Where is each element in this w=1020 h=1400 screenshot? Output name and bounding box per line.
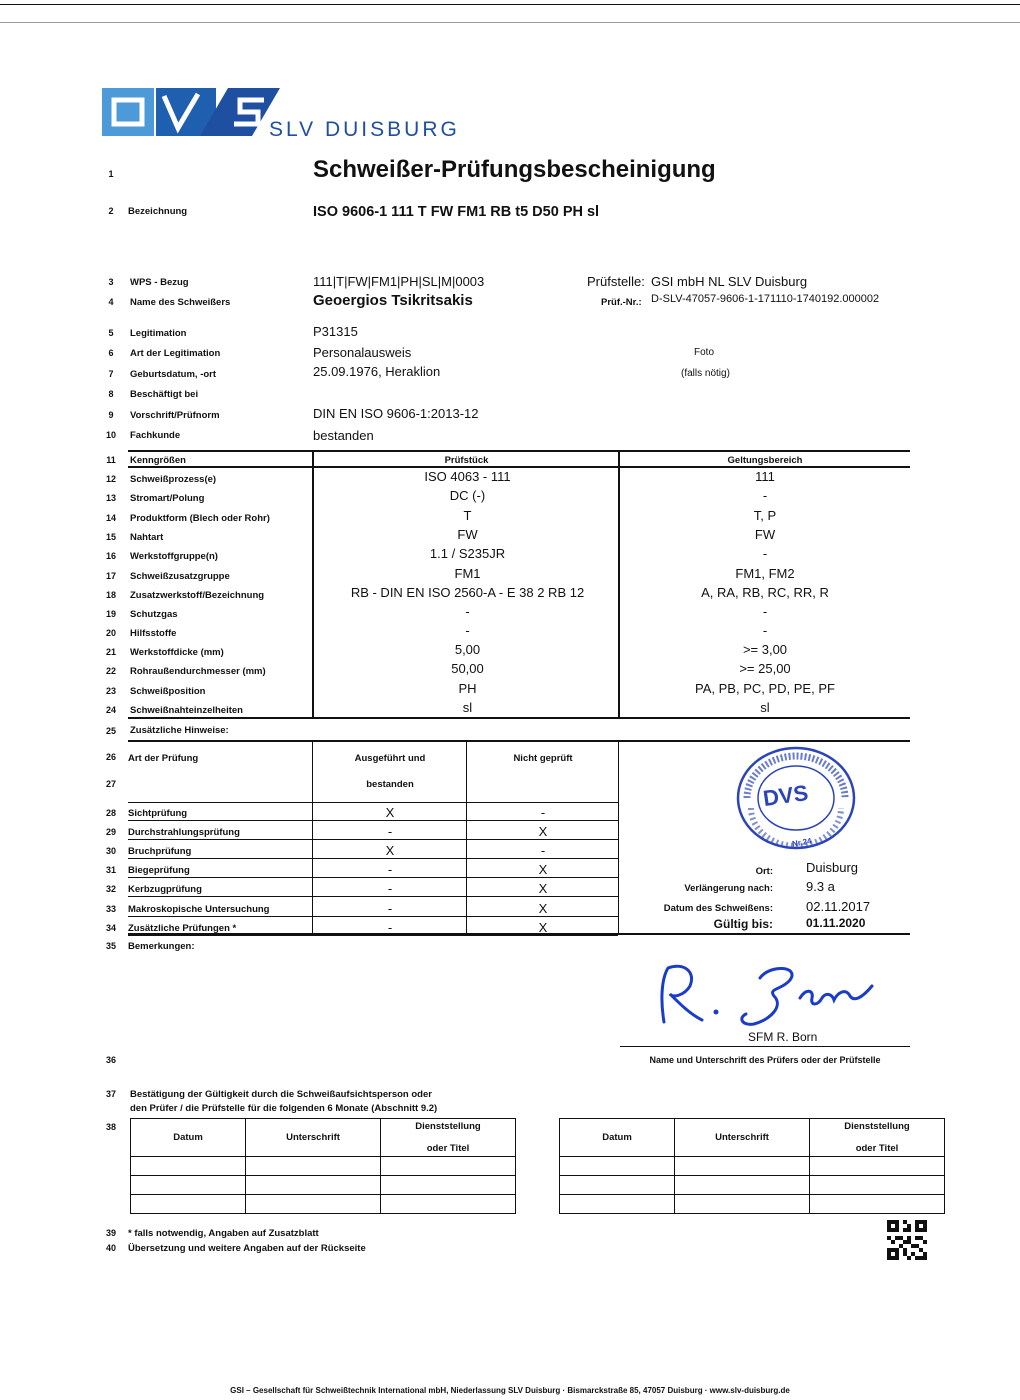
test-ausgefuehrt-value: - <box>387 920 393 935</box>
param-label: Produktform (Blech oder Rohr) <box>130 513 270 524</box>
row-num-4: 4 <box>108 297 114 307</box>
test-nicht-geprueft-value: X <box>538 901 548 916</box>
sig-cell[interactable] <box>131 1195 246 1214</box>
row-num-11: 11 <box>106 455 116 465</box>
row-num-23: 23 <box>105 686 116 696</box>
sig-cell[interactable] <box>381 1157 516 1176</box>
stamp-center: DVS <box>761 779 810 812</box>
test-nicht-geprueft-value: - <box>540 843 546 858</box>
page-footer: GSI – Gesellschaft für Schweißtechnik International mbH, Niederlassung SLV Duisburg · Bismarckstraße 85, 47057 Duisburg · www.slv-duisburg.de <box>230 1386 790 1395</box>
row-num-39: 39 <box>105 1228 116 1238</box>
test-row-line <box>128 877 618 878</box>
param-label: Zusatzwerkstoff/Bezeichnung <box>130 590 265 601</box>
test-row-line <box>128 916 618 917</box>
row-num-31: 31 <box>105 865 116 875</box>
param-geltungsbereich-value: PA, PB, PC, PD, PE, PF <box>695 681 835 696</box>
col-unterschrift: Unterschrift <box>246 1119 381 1157</box>
footnote-40: Übersetzung und weitere Angaben auf der Rückseite <box>128 1243 366 1254</box>
row-num-38: 38 <box>105 1122 116 1132</box>
param-geltungsbereich-value: sl <box>760 700 770 715</box>
row-num-13: 13 <box>105 493 116 503</box>
col-dienststellung <box>381 1119 516 1157</box>
param-pruefstueck-value: T <box>463 508 472 523</box>
param-pruefstueck-value: FW <box>457 527 478 542</box>
bezeichnung-value: ISO 9606-1 111 T FW FM1 RB t5 D50 PH sl <box>313 204 600 220</box>
bemerkungen-label: Bemerkungen: <box>128 941 195 952</box>
sig-cell[interactable] <box>810 1176 945 1195</box>
test-row-line <box>128 935 618 936</box>
row-num-27: 27 <box>105 779 116 789</box>
row-num-20: 20 <box>105 628 116 638</box>
gueltig-label: Gültig bis: <box>713 917 773 931</box>
sig-cell[interactable] <box>810 1195 945 1214</box>
row-num-3: 3 <box>108 277 114 287</box>
art-der-pruefung-label: Art der Prüfung <box>128 753 199 764</box>
param-pruefstueck-value: - <box>465 623 470 638</box>
test-ausgefuehrt-value: - <box>387 862 393 877</box>
col-datum: Datum <box>131 1119 246 1157</box>
param-pruefstueck-value: PH <box>458 681 477 696</box>
sig-cell[interactable] <box>131 1176 246 1195</box>
signature-caption: Name und Unterschrift des Prüfers oder der Prüfstelle <box>649 1055 881 1065</box>
test-row-line <box>128 896 618 897</box>
nicht-geprueft-header: Nicht geprüft <box>513 753 573 764</box>
qr-code <box>887 1220 927 1260</box>
geburt-label: Geburtsdatum, -ort <box>130 369 217 380</box>
row-num-32: 32 <box>105 884 116 894</box>
fachkunde-label: Fachkunde <box>130 430 181 441</box>
row-num-28: 28 <box>105 808 116 818</box>
ort-value: Duisburg <box>806 860 859 875</box>
param-label: Nahtart <box>130 532 164 543</box>
test-nicht-geprueft-value: X <box>538 862 548 877</box>
row-num-8: 8 <box>108 389 114 399</box>
signature-name: SFM R. Born <box>748 1030 818 1044</box>
param-pruefstueck-value: - <box>465 604 470 619</box>
row-num-24: 24 <box>105 705 116 715</box>
param-pruefstueck-value: 1.1 / S235JR <box>429 546 506 561</box>
param-pruefstueck-value: 5,00 <box>454 642 481 657</box>
param-geltungsbereich-value: T, P <box>753 508 777 523</box>
foto-label: Foto <box>694 347 715 358</box>
param-geltungsbereich-value: FW <box>754 527 776 542</box>
row-num-29: 29 <box>105 827 116 837</box>
row-num-33: 33 <box>105 904 116 914</box>
dienst-a: Dienststellung <box>415 1121 481 1132</box>
ort-label: Ort: <box>755 866 773 877</box>
row-num-17: 17 <box>105 571 116 581</box>
test-ausgefuehrt-value: X <box>385 843 395 858</box>
fachkunde-value: bestanden <box>313 428 374 443</box>
param-label: Rohraußendurchmesser (mm) <box>130 666 266 677</box>
test-label: Sichtprüfung <box>128 808 188 819</box>
param-geltungsbereich-value: - <box>762 623 768 638</box>
param-geltungsbereich-value: A, RA, RB, RC, RR, R <box>701 585 829 600</box>
verlaengerung-value: 9.3 a <box>806 879 835 894</box>
pruef-nr-label: Prüf.-Nr.: <box>601 297 642 308</box>
sig-cell[interactable] <box>131 1157 246 1176</box>
test-row-line <box>128 839 618 840</box>
row-num-21: 21 <box>105 647 116 657</box>
confirmation-text-1: Bestätigung der Gültigkeit durch die Schweißaufsichtsperson oder <box>130 1089 432 1100</box>
test-nicht-geprueft-value: - <box>540 805 546 820</box>
datum-schweissen-label: Datum des Schweißens: <box>663 903 773 914</box>
ausgefuehrt-header-b: bestanden <box>366 779 414 790</box>
test-nicht-geprueft-value: X <box>538 881 548 896</box>
param-geltungsbereich-value: 111 <box>755 469 775 484</box>
param-pruefstueck-value: 50,00 <box>451 661 484 676</box>
sig-cell[interactable] <box>560 1195 675 1214</box>
legitimation-label: Legitimation <box>130 328 187 339</box>
param-label: Schweißprozess(e) <box>130 474 217 485</box>
row-num-25: 25 <box>105 726 116 736</box>
row-num-15: 15 <box>105 532 116 542</box>
kenngroessen-label: Kenngrößen <box>130 455 186 466</box>
legitimation-value: P31315 <box>313 324 358 339</box>
sig-cell[interactable] <box>560 1176 675 1195</box>
param-label: Werkstoffgruppe(n) <box>130 551 218 562</box>
row-num-9: 9 <box>108 410 114 420</box>
param-geltungsbereich-value: FM1, FM2 <box>735 566 795 581</box>
col-datum-right: Datum <box>560 1119 675 1157</box>
test-row-line <box>128 820 618 821</box>
row-num-10: 10 <box>105 430 116 440</box>
param-pruefstueck-value: ISO 4063 - 111 <box>424 469 511 484</box>
confirmation-table-right <box>559 1118 945 1214</box>
org-name: SLV DUISBURG <box>269 118 460 141</box>
sig-cell[interactable] <box>246 1176 381 1195</box>
datum-schweissen-value: 02.11.2017 <box>806 899 871 914</box>
sig-cell[interactable] <box>675 1157 810 1176</box>
test-ausgefuehrt-value: X <box>385 805 395 820</box>
foto-note: (falls nötig) <box>681 368 730 379</box>
sig-cell[interactable] <box>810 1157 945 1176</box>
sig-cell[interactable] <box>560 1157 675 1176</box>
test-nicht-geprueft-value: X <box>538 824 548 839</box>
wps-label: WPS - Bezug <box>130 277 189 288</box>
param-geltungsbereich-value: - <box>762 488 768 503</box>
param-geltungsbereich-value: - <box>762 546 768 561</box>
zusatz-hinweise-label: Zusätzliche Hinweise: <box>130 725 229 736</box>
test-nicht-geprueft-value: X <box>538 920 548 935</box>
row-num-34: 34 <box>105 923 116 933</box>
row-num-19: 19 <box>105 609 116 619</box>
pruef-nr-value: D-SLV-47057-9606-1-171110-1740192.000002 <box>651 293 880 305</box>
param-label: Schweißnahteinzelheiten <box>130 705 243 716</box>
handwritten-signature <box>650 958 880 1038</box>
param-label: Schweißposition <box>130 686 206 697</box>
test-label: Makroskopische Untersuchung <box>128 904 270 915</box>
param-label: Hilfsstoffe <box>130 628 177 639</box>
wps-value: 111|T|FW|FM1|PH|SL|M|0003 <box>313 274 485 289</box>
test-ausgefuehrt-value: - <box>387 901 393 916</box>
dienst-b-right: oder Titel <box>855 1143 899 1154</box>
geburt-value: 25.09.1976, Heraklion <box>313 364 441 379</box>
test-ausgefuehrt-value: - <box>387 881 393 896</box>
confirmation-text-2: den Prüfer / die Prüfstelle für die folgenden 6 Monate (Abschnitt 9.2) <box>130 1103 438 1114</box>
row-num-2: 2 <box>108 206 114 216</box>
ausgefuehrt-header-a: Ausgeführt und <box>354 753 426 764</box>
test-label: Bruchprüfung <box>128 846 192 857</box>
dienst-a-right: Dienststellung <box>844 1121 910 1132</box>
scan-edge-line <box>0 4 1020 5</box>
row-num-35: 35 <box>105 941 116 951</box>
param-pruefstueck-value: RB - DIN EN ISO 2560-A - E 38 2 RB 12 <box>350 585 585 600</box>
test-label: Durchstrahlungsprüfung <box>128 827 240 838</box>
sig-cell[interactable] <box>381 1195 516 1214</box>
vorschrift-value: DIN EN ISO 9606-1:2013-12 <box>313 406 479 421</box>
pruefstelle-label: Prüfstelle: <box>587 274 645 289</box>
verlaengerung-label: Verlängerung nach: <box>684 883 773 894</box>
name-label: Name des Schweißers <box>130 297 231 308</box>
test-label: Zusätzliche Prüfungen * <box>128 923 237 934</box>
sig-cell[interactable] <box>246 1195 381 1214</box>
row-num-18: 18 <box>105 590 116 600</box>
row-num-36: 36 <box>105 1055 116 1065</box>
geltungsbereich-header: Geltungsbereich <box>727 455 803 466</box>
signature-line <box>620 1046 910 1047</box>
row-num-22: 22 <box>105 666 116 676</box>
confirmation-table-left <box>130 1118 516 1214</box>
sig-cell[interactable] <box>381 1176 516 1195</box>
param-label: Schweißzusatzgruppe <box>130 571 230 582</box>
row-num-6: 6 <box>108 348 114 358</box>
param-geltungsbereich-value: >= 3,00 <box>742 642 788 657</box>
param-geltungsbereich-value: - <box>762 604 768 619</box>
row-num-1: 1 <box>108 169 114 179</box>
row-num-26: 26 <box>105 752 116 762</box>
col-unterschrift-right: Unterschrift <box>675 1119 810 1157</box>
dienst-b: oder Titel <box>426 1143 470 1154</box>
name-value: Geoergios Tsikritsakis <box>313 292 473 309</box>
beschaeftigt-label: Beschäftigt bei <box>130 389 199 400</box>
test-row-line <box>128 858 618 859</box>
row-num-40: 40 <box>105 1243 116 1253</box>
vorschrift-label: Vorschrift/Prüfnorm <box>130 410 220 421</box>
row-num-12: 12 <box>105 474 116 484</box>
test-ausgefuehrt-value: - <box>387 824 393 839</box>
param-label: Schutzgas <box>130 609 178 620</box>
sig-cell[interactable] <box>675 1176 810 1195</box>
test-label: Biegeprüfung <box>128 865 190 876</box>
param-pruefstueck-value: DC (-) <box>449 488 486 503</box>
param-pruefstueck-value: FM1 <box>454 566 481 581</box>
row-num-37: 37 <box>105 1089 116 1099</box>
scan-edge-line-2 <box>0 22 1020 23</box>
row-num-5: 5 <box>108 328 114 338</box>
pruefstelle-value: GSI mbH NL SLV Duisburg <box>651 274 808 289</box>
param-label: Werkstoffdicke (mm) <box>130 647 224 658</box>
art-legitimation-label: Art der Legitimation <box>130 348 221 359</box>
gueltig-value: 01.11.2020 <box>806 916 866 930</box>
row-num-30: 30 <box>105 846 116 856</box>
test-label: Kerbzugprüfung <box>128 884 202 895</box>
pruefstueck-header: Prüfstück <box>444 455 489 466</box>
dvs-logo <box>102 88 280 136</box>
stamp-number: Nr.24 <box>791 836 813 849</box>
param-label: Stromart/Polung <box>130 493 205 504</box>
art-legitimation-value: Personalausweis <box>313 345 412 360</box>
param-pruefstueck-value: sl <box>462 700 473 715</box>
row-num-14: 14 <box>105 513 116 523</box>
row-num-16: 16 <box>105 551 116 561</box>
sig-cell[interactable] <box>246 1157 381 1176</box>
sig-cell[interactable] <box>675 1195 810 1214</box>
col-dienststellung-right <box>810 1119 945 1157</box>
row-num-7: 7 <box>108 369 114 379</box>
param-geltungsbereich-value: >= 25,00 <box>739 661 791 676</box>
bezeichnung-label: Bezeichnung <box>128 206 188 217</box>
footnote-39: * falls notwendig, Angaben auf Zusatzblatt <box>128 1228 319 1239</box>
page-title: Schweißer-Prüfungsbescheinigung <box>313 156 716 183</box>
